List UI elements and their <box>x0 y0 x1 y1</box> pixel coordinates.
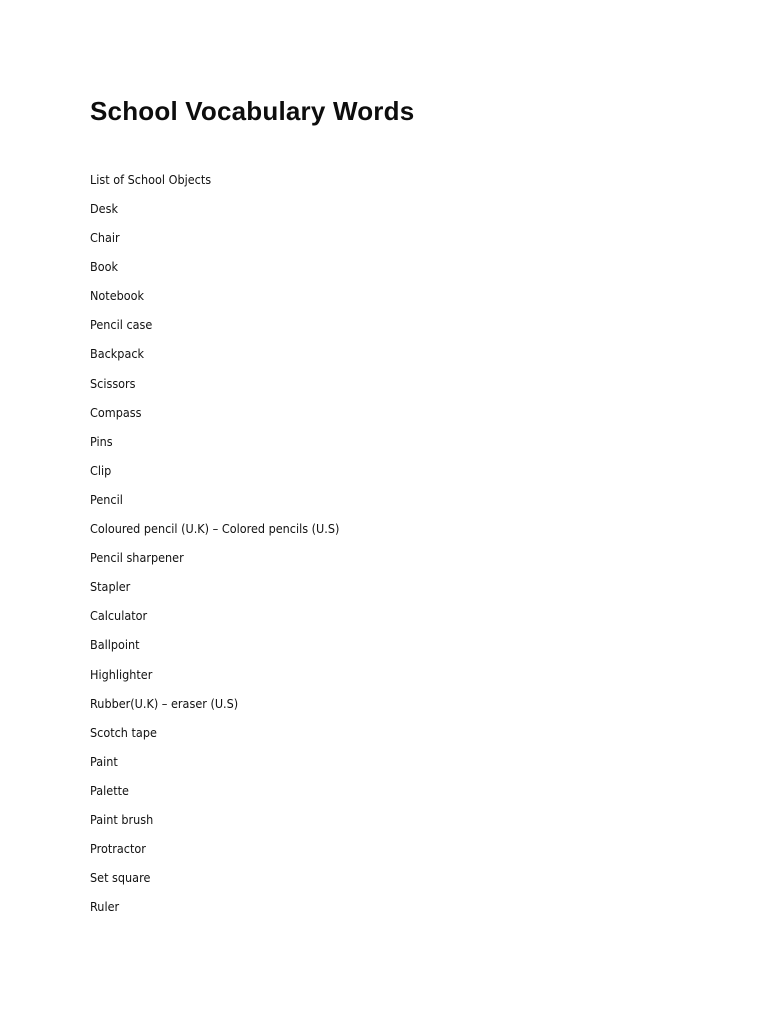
list-item: Pencil case <box>90 317 153 333</box>
list-item: Highlighter <box>90 666 153 682</box>
list-item: Scotch tape <box>90 724 157 740</box>
list-item: Ruler <box>90 899 120 915</box>
vocabulary-list <box>90 200 367 927</box>
list-item: Clip <box>90 462 112 478</box>
list-heading: List of School Objects <box>90 172 212 187</box>
list-item: Palette <box>90 782 129 798</box>
list-item: Backpack <box>90 346 145 362</box>
list-item: Set square <box>90 870 151 886</box>
list-item: Coloured pencil (U.K) – Colored pencils (U.S) <box>90 521 340 537</box>
list-item: Notebook <box>90 288 145 304</box>
list-item: Stapler <box>90 579 131 595</box>
list-item: Calculator <box>90 608 148 624</box>
list-item: Pencil <box>90 491 123 507</box>
list-item: Desk <box>90 201 118 216</box>
list-item: Rubber(U.K) – eraser (U.S) <box>90 695 239 711</box>
list-item: Ballpoint <box>90 637 140 653</box>
list-item: Paint brush <box>90 811 154 827</box>
list-item: Book <box>90 259 119 275</box>
list-item: Paint <box>90 753 118 769</box>
list-item: Compass <box>90 404 142 420</box>
list-item: Protractor <box>90 841 146 857</box>
list-item: Scissors <box>90 375 136 391</box>
list-item: Chair <box>90 230 120 246</box>
page-title: School Vocabulary Words <box>90 96 415 126</box>
list-item: Pencil sharpener <box>90 550 184 566</box>
list-item: Pins <box>90 433 113 449</box>
